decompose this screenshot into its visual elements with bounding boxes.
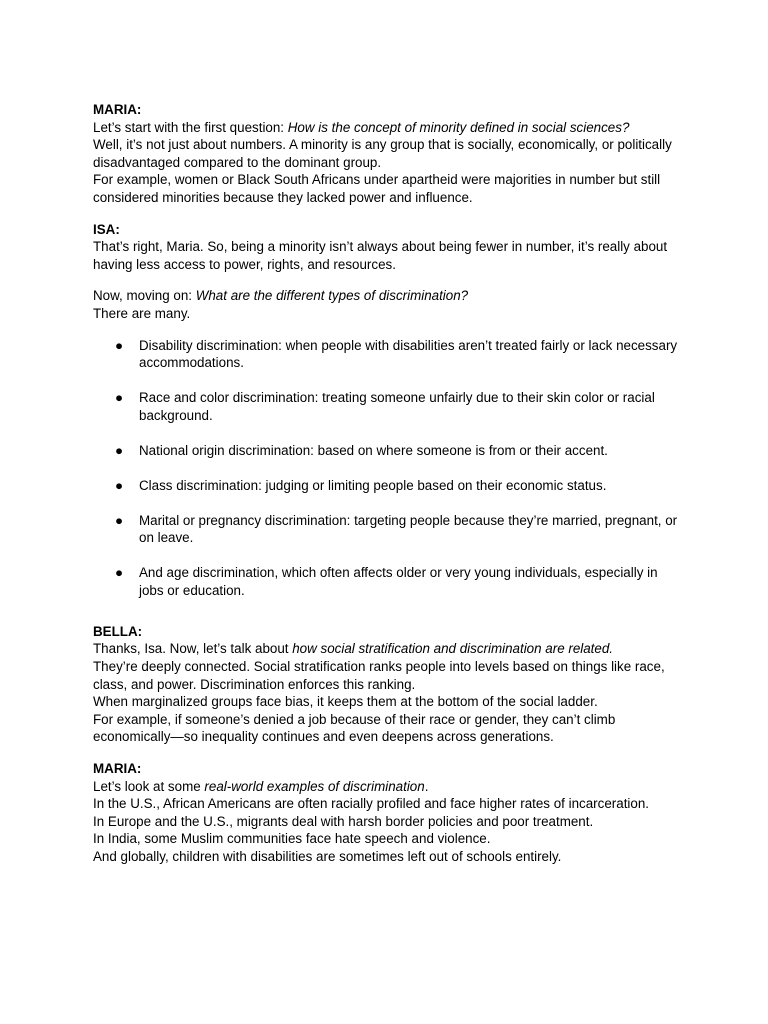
section-maria-examples [93, 760, 683, 866]
list-item-text: And age discrimination, which often affects older or very young individuals, especially in jobs or education. [139, 565, 658, 598]
bullet-icon: ● [115, 565, 124, 581]
list-item-text: Race and color discrimination: treating someone unfairly due to their skin color or racial background. [139, 390, 655, 423]
discrimination-list [93, 337, 683, 600]
bullet-icon: ● [115, 442, 124, 458]
list-item-text: Class discrimination: judging or limiting people based on their economic status. [139, 477, 607, 493]
speaker-label: MARIA: [93, 760, 142, 776]
question-line [93, 119, 683, 137]
list-item-text: Disability discrimination: when people with disabilities aren’t treated fairly or lack necessary accommodations. [139, 337, 678, 371]
list-item [93, 389, 683, 424]
paragraph-line: That’s right, Maria. So, being a minority isn’t always about being fewer in number, it’s really about having less access to power, rights, and resources. [93, 239, 668, 272]
bullet-icon: ● [115, 512, 124, 528]
section-bella [93, 623, 683, 746]
paragraph-line: There are many. [93, 305, 191, 321]
question-prefix: Let’s look at some [93, 778, 205, 794]
question-text: real-world examples of discrimination [204, 778, 425, 794]
question-prefix: Thanks, Isa. Now, let’s talk about [93, 641, 293, 657]
question-suffix: . [424, 778, 429, 794]
list-item-text: National origin discrimination: based on where someone is from or their accent. [139, 442, 608, 458]
bullet-icon: ● [115, 390, 124, 406]
question-prefix: Now, moving on: [93, 288, 196, 304]
paragraph-line: In India, some Muslim communities face hate speech and violence. [93, 831, 491, 847]
paragraph-line: For example, if someone’s denied a job because of their race or gender, they can’t climb economically—so inequality continues and even deepens across generations. [93, 711, 616, 745]
question-prefix: Let’s start with the first question: [93, 119, 288, 135]
list-item-text: Marital or pregnancy discrimination: targeting people because they’re married, pregnant, or on leave. [139, 512, 678, 546]
question-text: how social stratification and discrimination are related. [292, 641, 614, 657]
bullet-icon: ● [115, 337, 124, 353]
section-isa [93, 221, 683, 274]
paragraph-line: And globally, children with disabilities are sometimes left out of schools entirely. [93, 848, 562, 864]
paragraph-line: They’re deeply connected. Social stratification ranks people into levels based on things like race, class, and power. Discrimination enforces this ranking. [93, 659, 665, 692]
paragraph-line: For example, women or Black South Africans under apartheid were majorities in number but still considered minorities because they lacked power and influence. [93, 172, 661, 205]
question-text: What are the different types of discrimination? [195, 288, 469, 304]
section-discrimination-types [93, 287, 683, 599]
question-line [93, 640, 683, 658]
paragraph-line: Well, it’s not just about numbers. A minority is any group that is socially, economically, or politically disadvantaged compared to the dominant group. [93, 137, 672, 170]
speaker-label: ISA: [93, 221, 120, 237]
list-item [93, 337, 683, 372]
paragraph-line: In Europe and the U.S., migrants deal with harsh border policies and poor treatment. [93, 813, 594, 829]
list-item [93, 477, 683, 495]
list-item [93, 564, 683, 599]
paragraph-line: In the U.S., African Americans are often racially profiled and face higher rates of incarceration. [93, 796, 649, 812]
paragraph-line: When marginalized groups face bias, it keeps them at the bottom of the social ladder. [93, 694, 598, 710]
speaker-label: MARIA: [93, 102, 142, 117]
question-line [93, 778, 683, 796]
document-page [93, 101, 683, 866]
list-item [93, 512, 683, 547]
section-maria-intro [93, 101, 683, 207]
bullet-icon: ● [115, 477, 124, 493]
question-line [93, 287, 683, 305]
list-item [93, 442, 683, 460]
question-text: How is the concept of minority defined in social sciences? [287, 119, 630, 135]
speaker-label: BELLA: [93, 623, 143, 639]
